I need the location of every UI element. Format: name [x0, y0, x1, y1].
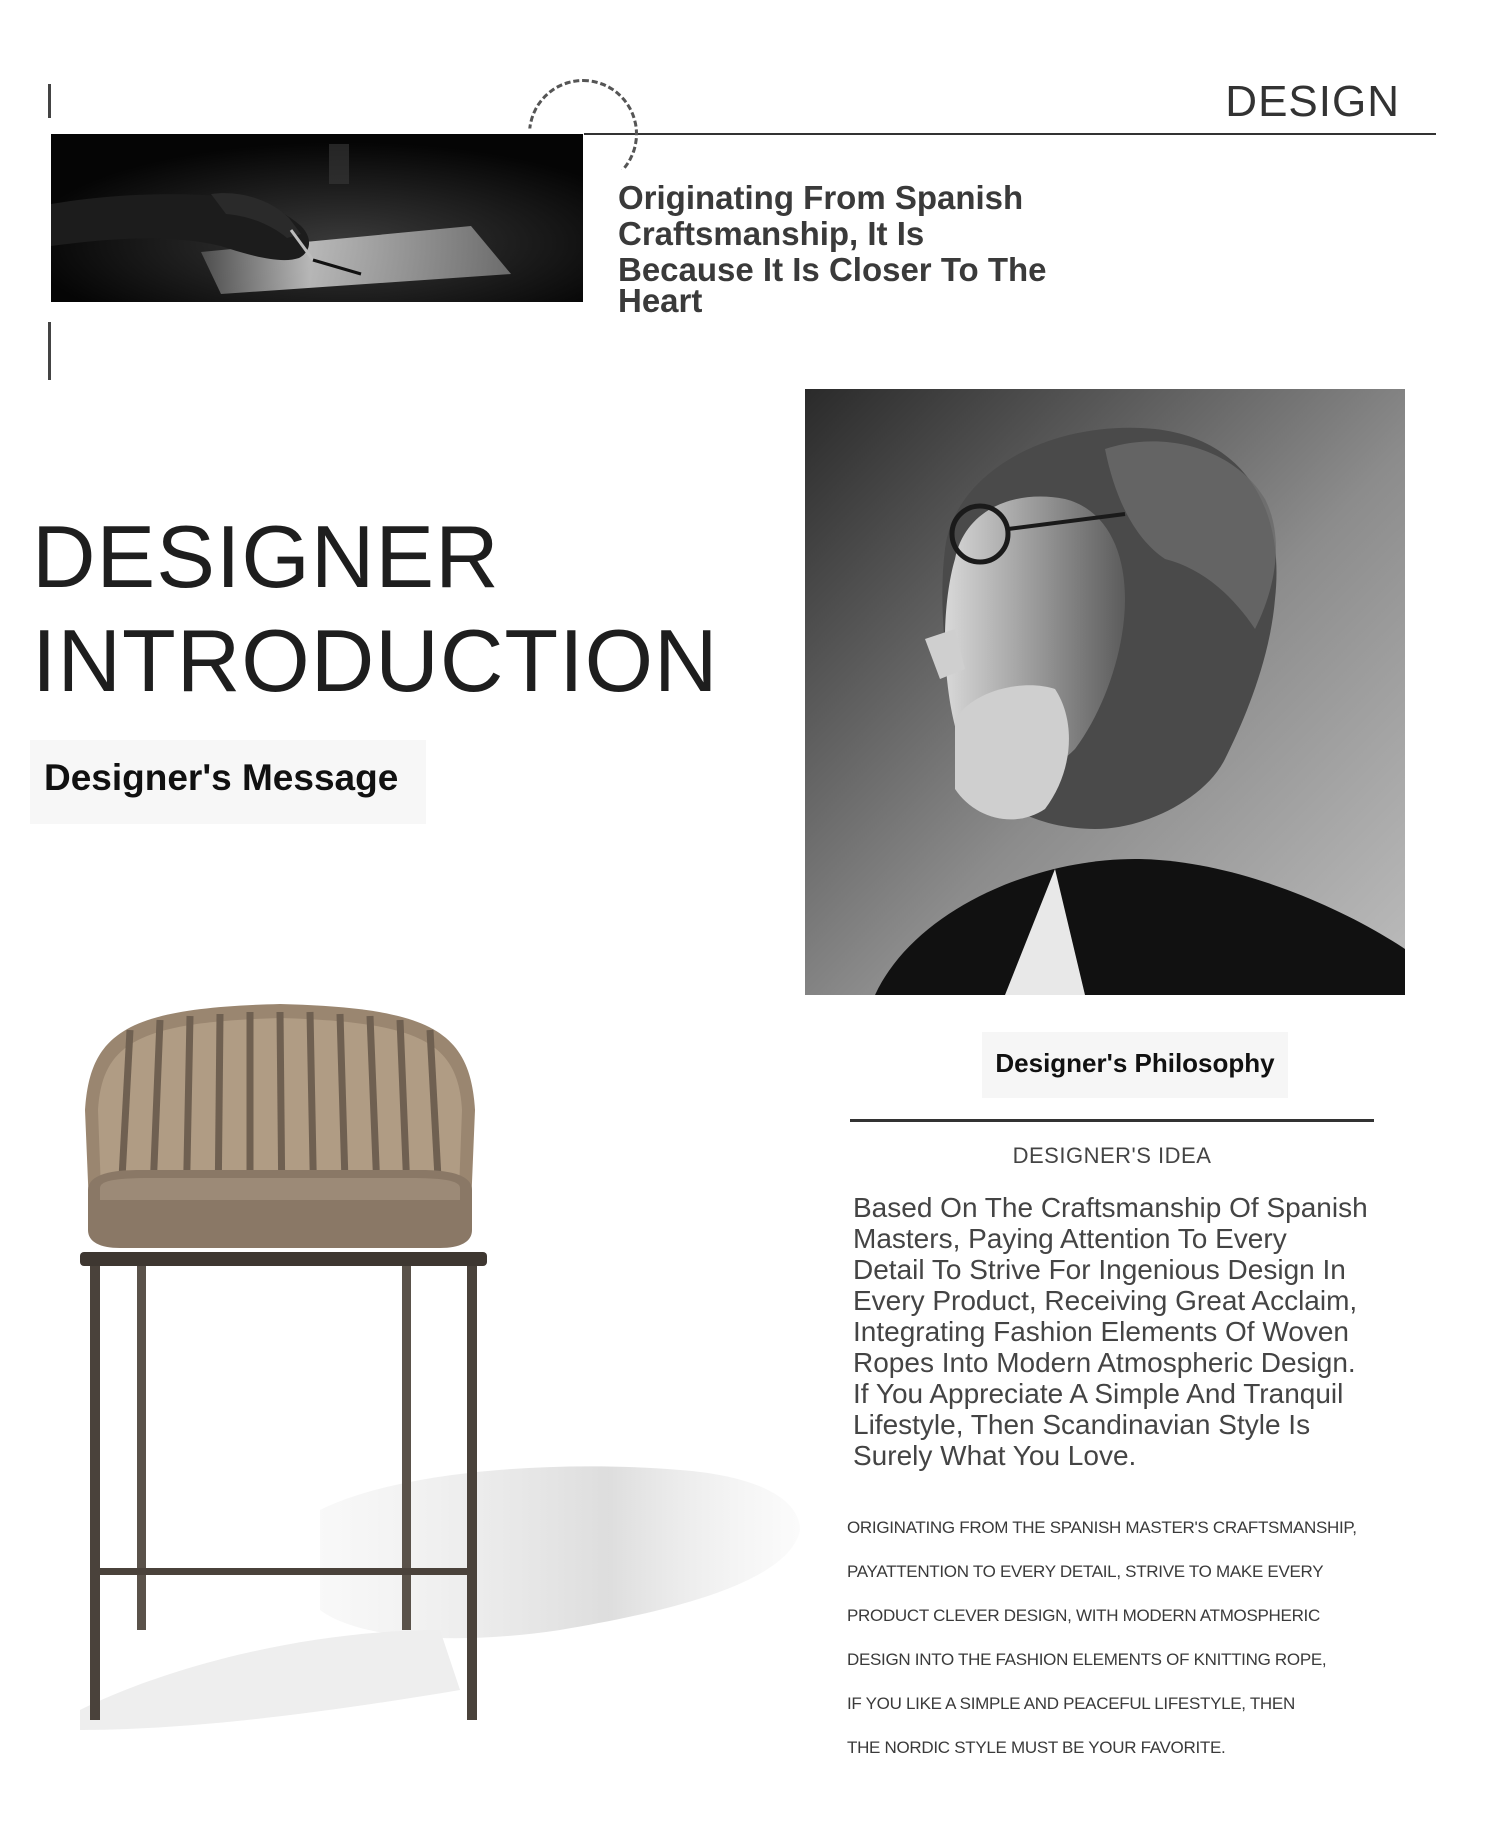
designer-portrait [805, 389, 1405, 995]
designer-idea-title: DESIGNER'S IDEA [1012, 1143, 1212, 1168]
page-title [32, 505, 719, 713]
caps-line: PAYATTENTION TO EVERY DETAIL, STRIVE TO MAKE EVERY [847, 1562, 1324, 1581]
header-vertical-bar-bottom [48, 322, 51, 380]
header-tagline [618, 179, 1068, 319]
caps-line: IF YOU LIKE A SIMPLE AND PEACEFUL LIFESTYLE, THEN [847, 1694, 1295, 1713]
philosophy-caps-text [847, 1506, 1407, 1770]
idea-line: Detail To Strive For Ingenious Design In [853, 1254, 1346, 1285]
tagline-line: Because It Is Closer To The [618, 251, 1047, 288]
caps-line: PRODUCT CLEVER DESIGN, WITH MODERN ATMOSPHERIC [847, 1606, 1320, 1625]
caps-line: ORIGINATING FROM THE SPANISH MASTER'S CRAFTSMANSHIP, [847, 1518, 1357, 1537]
idea-line: Ropes Into Modern Atmospheric Design. [853, 1347, 1356, 1378]
header-vertical-bar-top [48, 84, 51, 118]
tagline-line: Originating From Spanish [618, 179, 1024, 216]
title-line: INTRODUCTION [32, 611, 719, 710]
philosophy-rule [850, 1119, 1374, 1122]
title-line: DESIGNER [32, 507, 500, 606]
header-rule [584, 133, 1436, 135]
caps-line: DESIGN INTO THE FASHION ELEMENTS OF KNITTING ROPE, [847, 1650, 1327, 1669]
idea-line: Integrating Fashion Elements Of Woven [853, 1316, 1349, 1347]
idea-line: Every Product, Receiving Great Acclaim, [853, 1285, 1358, 1316]
designer-philosophy-label: Designer's Philosophy [995, 1048, 1275, 1078]
idea-line: If You Appreciate A Simple And Tranquil [853, 1378, 1344, 1409]
caps-line: THE NORDIC STYLE MUST BE YOUR FAVORITE. [847, 1738, 1226, 1757]
tagline-line: Craftsmanship, It Is [618, 215, 925, 252]
designer-message-label: Designer's Message [44, 757, 399, 798]
idea-line: Masters, Paying Attention To Every [853, 1223, 1287, 1254]
sketching-hand-photo [51, 134, 583, 302]
section-word: DESIGN [1225, 77, 1400, 126]
idea-line: Lifestyle, Then Scandinavian Style Is [853, 1409, 1311, 1440]
designer-idea-body [853, 1192, 1413, 1471]
tagline-line: Heart [618, 282, 703, 319]
idea-line: Based On The Craftsmanship Of Spanish [853, 1192, 1368, 1223]
idea-line: Surely What You Love. [853, 1440, 1137, 1471]
bar-stool-product-image [40, 990, 840, 1750]
